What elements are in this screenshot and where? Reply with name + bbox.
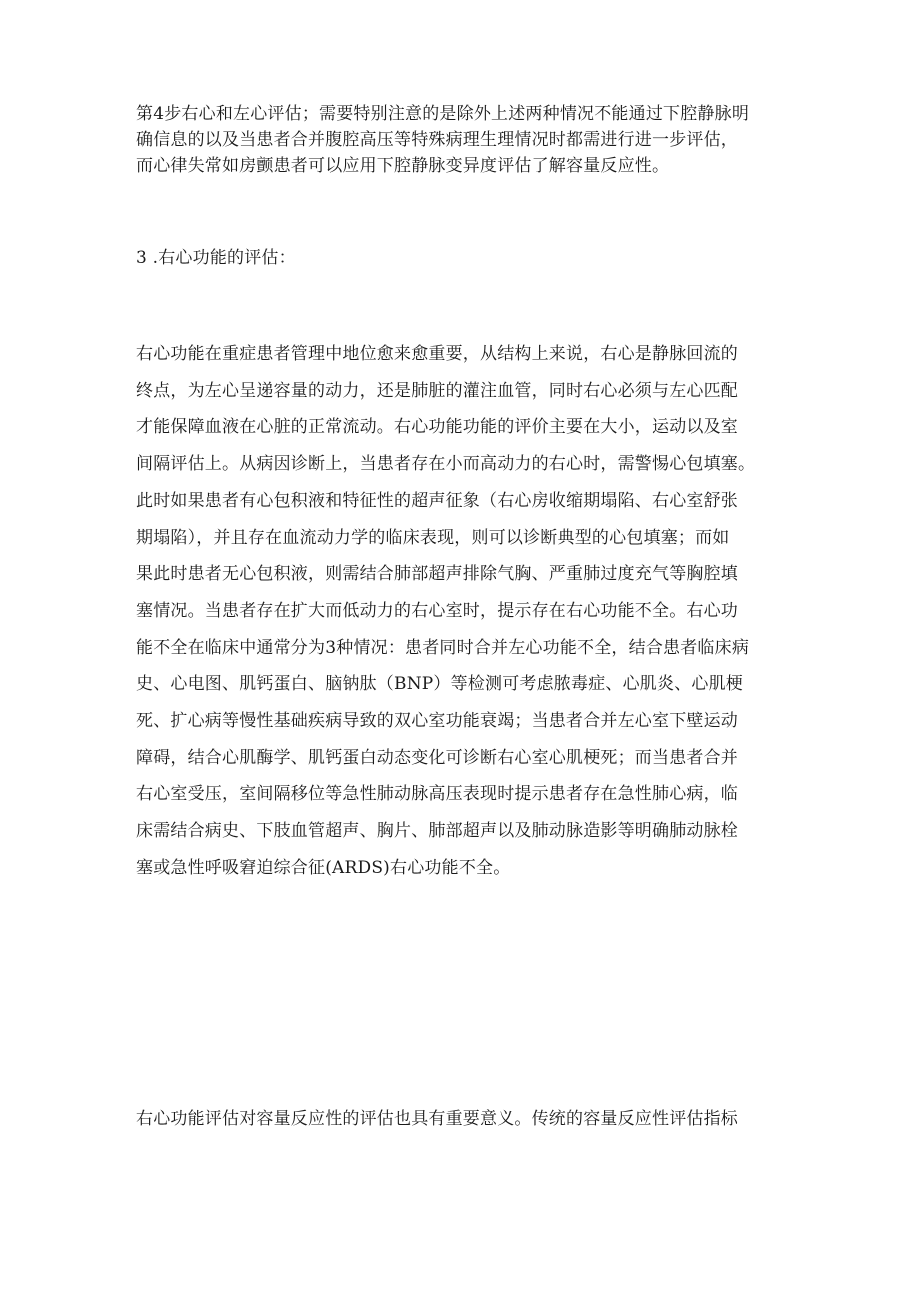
- text-line: 期塌陷），并且存在血流动力学的临床表现，则可以诊断典型的心包填塞；而如: [136, 527, 730, 548]
- text-line: 史、心电图、肌钙蛋白、脑钠肽（BNP）等检测可考虑脓毒症、心肌炎、心肌梗: [136, 674, 744, 695]
- paragraph-right-heart-function: [136, 336, 788, 887]
- text-line: 果此时患者无心包积液，则需结合肺部超声排除气胸、严重肺过度充气等胸腔填: [136, 564, 738, 585]
- paragraph-volume-responsiveness: [136, 1106, 788, 1132]
- text-line: 右心功能在重症患者管理中地位愈来愈重要，从结构上来说，右心是静脉回流的: [136, 344, 738, 364]
- text-line: 此时如果患者有心包积液和特征性的超声征象（右心房收缩期塌陷、右心室舒张: [136, 490, 738, 511]
- text-line: 终点，为左心呈递容量的动力，还是肺脏的灌注血管，同时右心必须与左心匹配: [136, 380, 738, 401]
- heading-text: 3 .右心功能的评估：: [136, 248, 296, 268]
- paragraph-step4-evaluation: [136, 101, 788, 179]
- text-line: 能不全在临床中通常分为3种情况：患者同时合并左心功能不全，结合患者临床病: [136, 637, 750, 658]
- text-line: 床需结合病史、下肢血管超声、胸片、肺部超声以及肺动脉造影等明确肺动脉栓: [136, 821, 738, 842]
- text-line: 塞或急性呼吸窘迫综合征(ARDS)右心功能不全。: [136, 857, 511, 878]
- text-line: 死、扩心病等慢性基础疾病导致的双心室功能衰竭；当患者合并左心室下壁运动: [136, 711, 738, 732]
- text-line: 才能保障血液在心脏的正常流动。右心功能功能的评价主要在大小，运动以及室: [136, 417, 738, 438]
- text-line: 右心室受压，室间隔移位等急性肺动脉高压表现时提示患者存在急性肺心病，临: [136, 784, 738, 805]
- section-heading: [136, 245, 788, 271]
- text-line: 塞情况。当患者存在扩大而低动力的右心室时，提示存在右心功能不全。右心功: [136, 600, 738, 621]
- text-line: 确信息的以及当患者合并腹腔高压等特殊病理生理情况时都需进行进一步评估，: [136, 130, 738, 150]
- text-line: 而心律失常如房颤患者可以应用下腔静脉变异度评估了解容量反应性。: [136, 156, 670, 176]
- text-line: 第4步右心和左心评估；需要特别注意的是除外上述两种情况不能通过下腔静脉明: [136, 104, 750, 124]
- text-line: 右心功能评估对容量反应性的评估也具有重要意义。传统的容量反应性评估指标: [136, 1109, 738, 1129]
- text-line: 障碍，结合心肌酶学、肌钙蛋白动态变化可诊断右心室心肌梗死；而当患者合并: [136, 747, 738, 768]
- text-line: 间隔评估上。从病因诊断上，当患者存在小而高动力的右心时，需警惕心包填塞。: [136, 454, 756, 475]
